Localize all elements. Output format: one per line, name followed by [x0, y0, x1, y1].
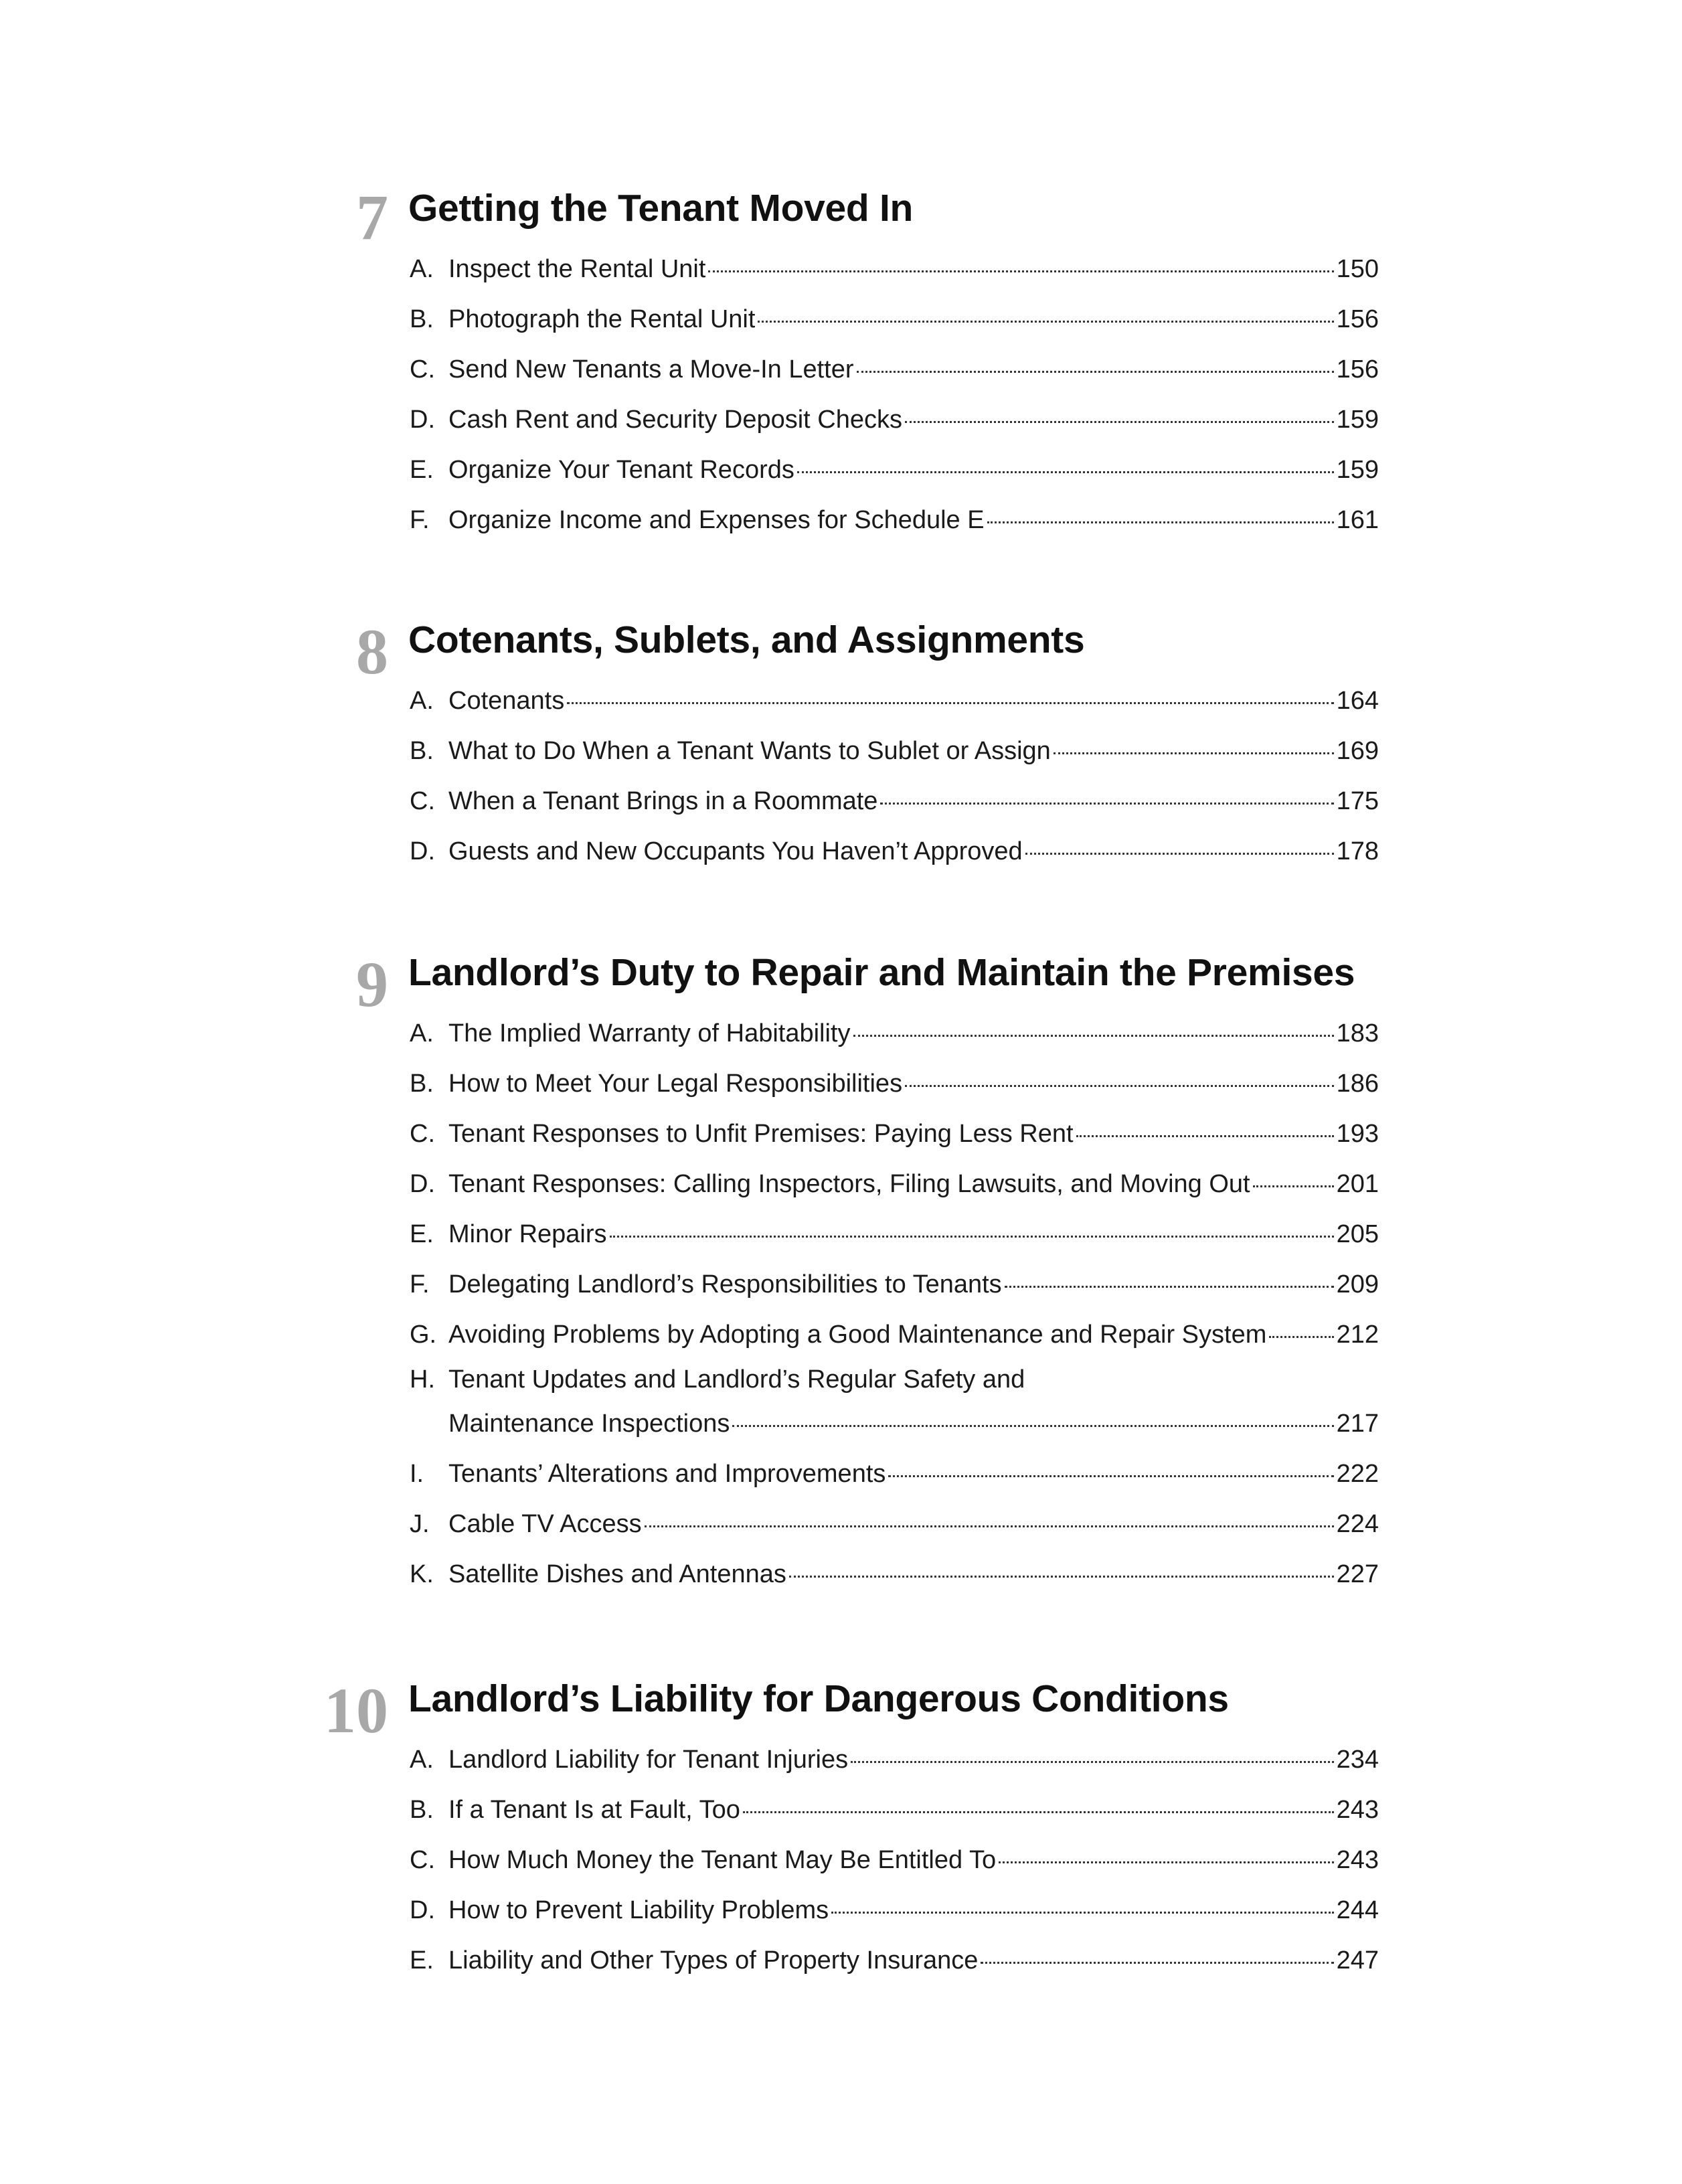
- dot-leader: [645, 1525, 1334, 1527]
- entry-page: 156: [1336, 355, 1379, 384]
- entry-letter: B.: [410, 737, 434, 765]
- entry-letter: D.: [410, 406, 435, 434]
- toc-entry[interactable]: [410, 676, 1379, 726]
- toc-entry[interactable]: [410, 244, 1379, 295]
- entry-title: Inspect the Rental Unit: [448, 255, 706, 283]
- entry-letter: E.: [410, 1946, 434, 1975]
- entry-title: How Much Money the Tenant May Be Entitled To: [448, 1846, 997, 1874]
- entry-letter: I.: [410, 1460, 424, 1488]
- entry-letter: C.: [410, 1846, 435, 1874]
- entry-title: Cash Rent and Security Deposit Checks: [448, 406, 902, 434]
- entry-page: 161: [1336, 506, 1379, 534]
- dot-leader: [853, 1035, 1334, 1037]
- entry-title: Minor Repairs: [448, 1220, 607, 1248]
- entry-page: 159: [1336, 406, 1379, 434]
- entry-page: 217: [1336, 1410, 1379, 1438]
- entry-page: 169: [1336, 737, 1379, 765]
- toc-entry[interactable]: [410, 1059, 1379, 1109]
- entry-page: 212: [1336, 1321, 1379, 1349]
- entry-page: 186: [1336, 1070, 1379, 1098]
- entry-title: Landlord Liability for Tenant Injuries: [448, 1746, 849, 1774]
- toc-entry[interactable]: [410, 1009, 1379, 1059]
- chapter-title: Landlord’s Liability for Dangerous Conditions: [408, 1677, 1229, 1720]
- entry-title: Tenants’ Alterations and Improvements: [448, 1460, 886, 1488]
- entry-title: Tenant Updates and Landlord’s Regular Safety and: [448, 1365, 1025, 1394]
- toc-entry[interactable]: [410, 1549, 1379, 1600]
- entry-page: 164: [1336, 687, 1379, 715]
- entry-letter: H.: [410, 1365, 435, 1394]
- entry-title: Guests and New Occupants You Haven’t Approved: [448, 837, 1023, 865]
- toc-entry[interactable]: [410, 395, 1379, 445]
- dot-leader: [743, 1811, 1334, 1813]
- dot-leader: [905, 1085, 1334, 1087]
- entry-letter: F.: [410, 1270, 430, 1298]
- entry-page: 243: [1336, 1846, 1379, 1874]
- chapter-title: Cotenants, Sublets, and Assignments: [408, 618, 1085, 661]
- entry-letter: A.: [410, 687, 434, 715]
- toc-entry[interactable]: [410, 345, 1379, 395]
- entry-letter: C.: [410, 355, 435, 384]
- dot-leader: [1054, 752, 1334, 754]
- entry-page: 178: [1336, 837, 1379, 865]
- entry-title: What to Do When a Tenant Wants to Sublet or Assign: [448, 737, 1051, 765]
- chapter-number: 8: [356, 616, 388, 687]
- toc-entry[interactable]: [410, 776, 1379, 827]
- toc-entry[interactable]: [410, 1260, 1379, 1310]
- toc-entry[interactable]: [410, 1109, 1379, 1159]
- toc-entry[interactable]: [410, 1159, 1379, 1209]
- toc-entry[interactable]: [410, 1360, 1379, 1449]
- entry-page: 244: [1336, 1896, 1379, 1924]
- toc-entry[interactable]: [410, 1885, 1379, 1936]
- entry-title: Organize Your Tenant Records: [448, 456, 794, 484]
- entry-title: How to Prevent Liability Problems: [448, 1896, 829, 1924]
- entry-letter: C.: [410, 1120, 435, 1148]
- entry-letter: F.: [410, 506, 430, 534]
- dot-leader: [831, 1912, 1333, 1914]
- entry-title: Photograph the Rental Unit: [448, 305, 756, 333]
- toc-entry[interactable]: [410, 1835, 1379, 1885]
- entry-letter: C.: [410, 787, 435, 815]
- toc-entry[interactable]: [410, 1310, 1379, 1360]
- toc-entry-list: [410, 1009, 1379, 1600]
- dot-leader: [888, 1475, 1333, 1477]
- dot-leader: [1253, 1185, 1334, 1187]
- entry-title: Avoiding Problems by Adopting a Good Maintenance and Repair System: [448, 1321, 1267, 1349]
- entry-title: The Implied Warranty of Habitability: [448, 1019, 851, 1047]
- entry-title: If a Tenant Is at Fault, Too: [448, 1796, 740, 1824]
- entry-title: Cable TV Access: [448, 1510, 642, 1538]
- entry-page: 150: [1336, 255, 1379, 283]
- toc-entry[interactable]: [410, 295, 1379, 345]
- dot-leader: [797, 471, 1334, 473]
- toc-entry[interactable]: [410, 1449, 1379, 1499]
- entry-page: 243: [1336, 1796, 1379, 1824]
- toc-entry[interactable]: [410, 1785, 1379, 1835]
- dot-leader: [708, 270, 1333, 272]
- dot-leader: [1005, 1286, 1334, 1288]
- entry-page: 247: [1336, 1946, 1379, 1975]
- entry-page: 224: [1336, 1510, 1379, 1538]
- entry-page: 159: [1336, 456, 1379, 484]
- entry-letter: A.: [410, 1746, 434, 1774]
- dot-leader: [857, 371, 1334, 373]
- entry-title: How to Meet Your Legal Responsibilities: [448, 1070, 903, 1098]
- entry-title: Delegating Landlord’s Responsibilities to Tenants: [448, 1270, 1002, 1298]
- entry-letter: K.: [410, 1560, 434, 1588]
- entry-title: Satellite Dishes and Antennas: [448, 1560, 786, 1588]
- dot-leader: [1269, 1336, 1333, 1338]
- toc-entry[interactable]: [410, 495, 1379, 545]
- dot-leader: [789, 1576, 1334, 1578]
- toc-entry[interactable]: [410, 1735, 1379, 1785]
- chapter-number: 7: [356, 181, 388, 253]
- entry-title: Cotenants: [448, 687, 565, 715]
- dot-leader: [999, 1861, 1333, 1863]
- toc-entry-list: [410, 676, 1379, 877]
- toc-entry[interactable]: [410, 445, 1379, 495]
- entry-letter: B.: [410, 1070, 434, 1098]
- toc-entry[interactable]: [410, 1499, 1379, 1549]
- entry-page: 205: [1336, 1220, 1379, 1248]
- entry-page: 227: [1336, 1560, 1379, 1588]
- dot-leader: [758, 321, 1333, 323]
- entry-letter: B.: [410, 1796, 434, 1824]
- entry-letter: D.: [410, 1170, 435, 1198]
- chapter-number: 9: [356, 948, 388, 1020]
- toc-entry[interactable]: [410, 1936, 1379, 1986]
- chapter-number: 10: [324, 1675, 388, 1746]
- entry-title: Tenant Responses: Calling Inspectors, Filing Lawsuits, and Moving Out: [448, 1170, 1250, 1198]
- entry-page: 234: [1336, 1746, 1379, 1774]
- entry-title-continued: Maintenance Inspections: [448, 1410, 730, 1438]
- dot-leader: [567, 702, 1333, 704]
- entry-page: 175: [1336, 787, 1379, 815]
- dot-leader: [732, 1425, 1333, 1427]
- entry-letter: G.: [410, 1321, 437, 1349]
- toc-entry[interactable]: [410, 726, 1379, 776]
- dot-leader: [981, 1962, 1333, 1964]
- entry-page: 193: [1336, 1120, 1379, 1148]
- entry-page: 156: [1336, 305, 1379, 333]
- entry-letter: E.: [410, 456, 434, 484]
- toc-entry-list: [410, 1735, 1379, 1986]
- entry-letter: J.: [410, 1510, 430, 1538]
- entry-letter: A.: [410, 1019, 434, 1047]
- toc-entry[interactable]: [410, 827, 1379, 877]
- entry-page: 183: [1336, 1019, 1379, 1047]
- entry-letter: D.: [410, 1896, 435, 1924]
- toc-entry[interactable]: [410, 1209, 1379, 1260]
- entry-page: 209: [1336, 1270, 1379, 1298]
- entry-letter: D.: [410, 837, 435, 865]
- dot-leader: [880, 803, 1333, 805]
- entry-letter: E.: [410, 1220, 434, 1248]
- entry-letter: A.: [410, 255, 434, 283]
- dot-leader: [610, 1236, 1334, 1238]
- entry-letter: B.: [410, 305, 434, 333]
- dot-leader: [1025, 853, 1334, 855]
- entry-page: 201: [1336, 1170, 1379, 1198]
- entry-title: Organize Income and Expenses for Schedule E: [448, 506, 985, 534]
- dot-leader: [851, 1761, 1333, 1763]
- toc-entry-list: [410, 244, 1379, 545]
- dot-leader: [905, 421, 1334, 423]
- entry-title: Send New Tenants a Move-In Letter: [448, 355, 854, 384]
- chapter-title: Getting the Tenant Moved In: [408, 187, 913, 230]
- dot-leader: [1076, 1135, 1334, 1137]
- dot-leader: [987, 521, 1334, 523]
- entry-page: 222: [1336, 1460, 1379, 1488]
- entry-title: Tenant Responses to Unfit Premises: Paying Less Rent: [448, 1120, 1074, 1148]
- entry-title: Liability and Other Types of Property Insurance: [448, 1946, 979, 1975]
- chapter-title: Landlord’s Duty to Repair and Maintain the Premises: [408, 951, 1355, 994]
- entry-title: When a Tenant Brings in a Roommate: [448, 787, 878, 815]
